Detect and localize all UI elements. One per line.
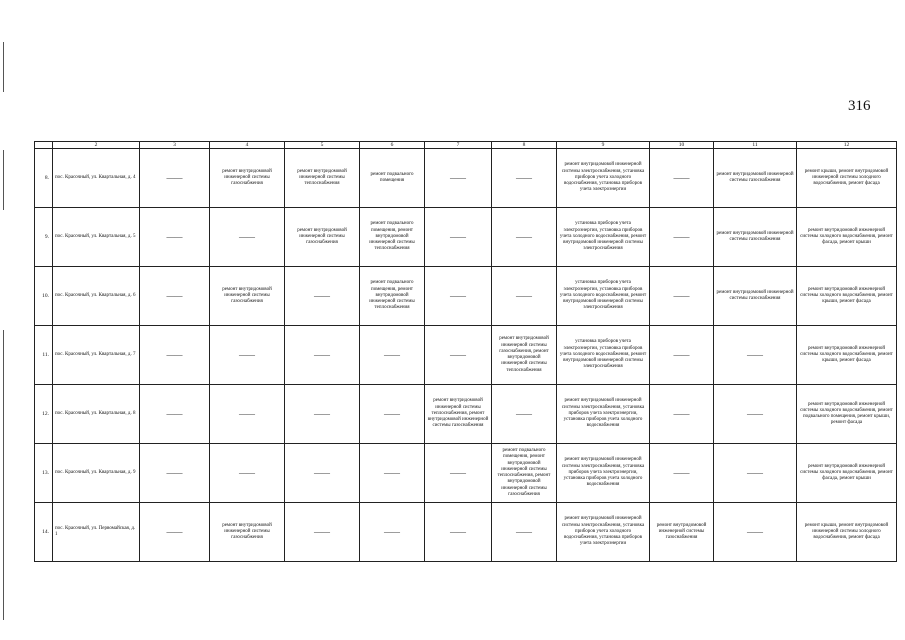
empty-dash-cell: —— (140, 385, 210, 444)
column-number-cell: 12 (797, 142, 897, 149)
empty-dash-cell: —— (714, 503, 797, 562)
row-number-cell: 13. (35, 444, 53, 503)
address-cell: пос. Красочный, ул. Квартальная, д. 9 (53, 444, 140, 503)
empty-dash-cell: —— (285, 385, 360, 444)
address-cell: пос. Красочный, ул. Квартальная, д. 7 (53, 326, 140, 385)
column-number-cell: 9 (557, 142, 650, 149)
work-cell: ремонт внутридомовой инженерной системы газоснабжения, ремонт внутридомовой инженерной системы теплоснабжения (492, 326, 557, 385)
work-cell: ремонт внутридомовой инженерной системы холодного водоснабжения, ремонт крыши, ремонт фасада (797, 267, 897, 326)
empty-dash-cell: —— (285, 267, 360, 326)
row-number-cell: 9. (35, 208, 53, 267)
table-row (35, 267, 897, 326)
empty-dash-cell: —— (492, 385, 557, 444)
empty-dash-cell: —— (650, 444, 714, 503)
empty-dash-cell: —— (425, 267, 492, 326)
work-cell: ремонт внутридомовой инженерной системы теплоснабжения, ремонт внутридомовой инженерной системы газоснабжения (425, 385, 492, 444)
page-number: 316 (848, 98, 871, 114)
empty-dash-cell: —— (140, 149, 210, 208)
empty-dash-cell: —— (714, 326, 797, 385)
empty-dash-cell: —— (210, 208, 285, 267)
row-number-cell: 10. (35, 267, 53, 326)
work-cell: установка приборов учета электроэнергии, установка приборов учета холодного водоснабжения, ремонт внутридомовой инженерной системы электроснабжения (557, 326, 650, 385)
left-margin-line (3, 150, 4, 210)
empty-dash-cell: —— (425, 444, 492, 503)
table-row (35, 208, 897, 267)
work-cell: ремонт внутридомовой инженерной системы электроснабжения, установка приборов учета холодного водоснабжения, установка приборов учета электроэнергии (557, 503, 650, 562)
work-cell: ремонт внутридомовой инженерной системы газоснабжения (714, 149, 797, 208)
empty-dash-cell: —— (210, 326, 285, 385)
empty-dash-cell: —— (210, 385, 285, 444)
empty-dash-cell: —— (285, 444, 360, 503)
address-cell: пос. Красочный, ул. Квартальная, д. 4 (53, 149, 140, 208)
work-cell: ремонт внутридомовой инженерной системы газоснабжения (714, 267, 797, 326)
empty-dash-cell: —— (650, 385, 714, 444)
column-number-cell: 11 (714, 142, 797, 149)
left-margin-line (3, 330, 4, 620)
work-cell: ремонт подвального помещения, ремонт внутридомовой инженерной системы теплоснабжения (360, 208, 425, 267)
work-cell: ремонт подвального помещения, ремонт внутридомовой инженерной системы теплоснабжения, ремонт внутридомовой инженерной системы газоснабжения (492, 444, 557, 503)
empty-dash-cell: —— (425, 326, 492, 385)
empty-dash-cell: —— (492, 149, 557, 208)
row-number-cell: 8. (35, 149, 53, 208)
work-cell: ремонт внутридомовой инженерной системы газоснабжения (210, 149, 285, 208)
table-row (35, 326, 897, 385)
empty-dash-cell: —— (360, 444, 425, 503)
empty-dash-cell: —— (140, 503, 210, 562)
column-number-cell: 5 (285, 142, 360, 149)
empty-dash-cell: —— (650, 326, 714, 385)
work-cell: ремонт внутридомовой инженерной системы холодного водоснабжения, ремонт крыши, ремонт фасада (797, 326, 897, 385)
work-cell: ремонт внутридомовой инженерной системы газоснабжения (210, 267, 285, 326)
address-cell: пос. Красочный, ул. Квартальная, д. 6 (53, 267, 140, 326)
column-number-cell: 3 (140, 142, 210, 149)
column-number-cell: 7 (425, 142, 492, 149)
empty-dash-cell: —— (360, 326, 425, 385)
work-cell: ремонт подвального помещения (360, 149, 425, 208)
address-cell: пос. Красочный, ул. Первомайская, д. 1 (53, 503, 140, 562)
column-number-cell: 10 (650, 142, 714, 149)
empty-dash-cell: —— (140, 267, 210, 326)
empty-dash-cell: —— (650, 267, 714, 326)
empty-dash-cell: —— (360, 503, 425, 562)
column-number-cell: 2 (53, 142, 140, 149)
work-cell: ремонт внутридомовой инженерной системы электроснабжения, установка приборов учета электроэнергии, установка приборов учета холодного водоснабжения (557, 385, 650, 444)
work-cell: ремонт внутридомовой инженерной системы холодного водоснабжения, ремонт фасада, ремонт крыши (797, 444, 897, 503)
row-number-cell: 11. (35, 326, 53, 385)
column-number-cell: 4 (210, 142, 285, 149)
empty-dash-cell: —— (140, 444, 210, 503)
empty-dash-cell: —— (285, 326, 360, 385)
work-cell: ремонт внутридомовой инженерной системы газоснабжения (285, 208, 360, 267)
empty-dash-cell: —— (285, 503, 360, 562)
column-number-row (35, 142, 897, 149)
work-cell: ремонт внутридомовой инженерной системы холодного водоснабжения, ремонт фасада, ремонт крыши (797, 208, 897, 267)
column-number-cell (35, 142, 53, 149)
empty-dash-cell: —— (492, 503, 557, 562)
work-cell: установка приборов учета электроэнергии, установка приборов учета холодного водоснабжения, ремонт внутридомовой инженерной системы электроснабжения (557, 267, 650, 326)
column-number-cell: 8 (492, 142, 557, 149)
work-cell: ремонт внутридомовой инженерной системы газоснабжения (650, 503, 714, 562)
row-number-cell: 12. (35, 385, 53, 444)
table-row (35, 444, 897, 503)
work-cell: ремонт внутридомовой инженерной системы электроснабжения, установка приборов учета электроэнергии, установка приборов учета холодного водоснабжения (557, 444, 650, 503)
table-row (35, 503, 897, 562)
empty-dash-cell: —— (492, 208, 557, 267)
empty-dash-cell: —— (210, 444, 285, 503)
work-cell: ремонт подвального помещения, ремонт внутридомовой инженерной системы теплоснабжения (360, 267, 425, 326)
empty-dash-cell: —— (714, 385, 797, 444)
table-row (35, 149, 897, 208)
address-cell: пос. Красочный, ул. Квартальная, д. 5 (53, 208, 140, 267)
work-cell: ремонт внутридомовой инженерной системы холодного водоснабжения, ремонт подвального помещения, ремонт крыши, ремонт фасада (797, 385, 897, 444)
work-cell: установка приборов учета электроэнергии, установка приборов учета холодного водоснабжения, ремонт внутридомовой инженерной системы электроснабжения (557, 208, 650, 267)
work-cell: ремонт крыши, ремонт внутридомовой инженерной системы холодного водоснабжения, ремонт фасада (797, 149, 897, 208)
empty-dash-cell: —— (425, 149, 492, 208)
empty-dash-cell: —— (425, 208, 492, 267)
work-cell: ремонт внутридомовой инженерной системы газоснабжения (210, 503, 285, 562)
work-cell: ремонт крыши, ремонт внутридомовой инженерной системы холодного водоснабжения, ремонт фасада (797, 503, 897, 562)
works-table (34, 141, 897, 562)
empty-dash-cell: —— (360, 385, 425, 444)
empty-dash-cell: —— (425, 503, 492, 562)
column-number-cell: 6 (360, 142, 425, 149)
empty-dash-cell: —— (140, 326, 210, 385)
left-margin-line (3, 42, 4, 92)
work-cell: ремонт внутридомовой инженерной системы электроснабжения, установка приборов учета холодного водоснабжения, установка приборов учета электроэнергии (557, 149, 650, 208)
empty-dash-cell: —— (650, 208, 714, 267)
empty-dash-cell: —— (714, 444, 797, 503)
empty-dash-cell: —— (650, 149, 714, 208)
empty-dash-cell: —— (492, 267, 557, 326)
work-cell: ремонт внутридомовой инженерной системы газоснабжения (714, 208, 797, 267)
row-number-cell: 14. (35, 503, 53, 562)
address-cell: пос. Красочный, ул. Квартальная, д. 8 (53, 385, 140, 444)
empty-dash-cell: —— (140, 208, 210, 267)
table-row (35, 385, 897, 444)
work-cell: ремонт внутридомовой инженерной системы теплоснабжения (285, 149, 360, 208)
